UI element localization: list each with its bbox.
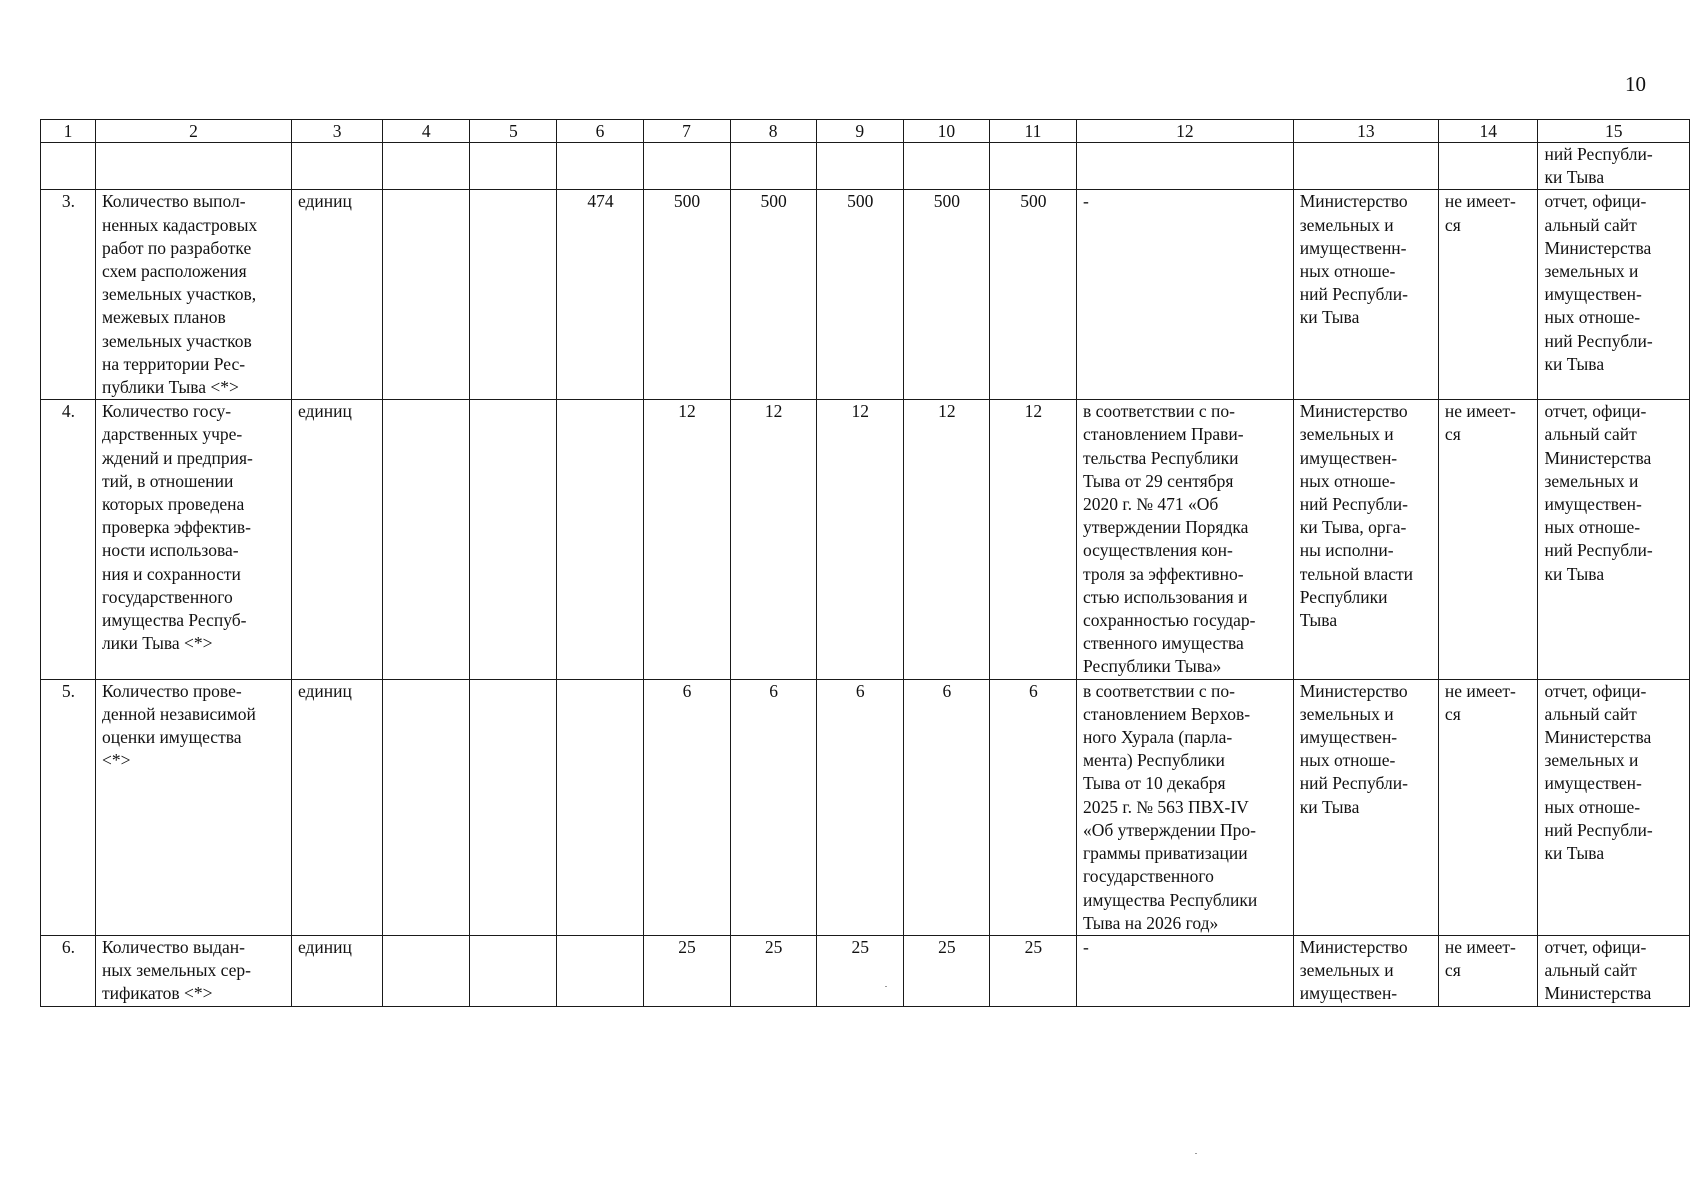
header-cell-col-2: 2 xyxy=(95,120,291,143)
cell-unit xyxy=(291,143,382,190)
header-cell-col-11: 11 xyxy=(989,120,1076,143)
cell-col-4 xyxy=(383,190,470,400)
cell-text: Министерство земельных и имуществен- ных отноше- ний Республи- ки Тыва, орга- ны исполни- тельной власти Республики Тыва xyxy=(1299,401,1414,631)
cell-value-col-11 xyxy=(989,400,1076,679)
header-cell-col-5: 5 xyxy=(470,120,557,143)
cell-col-14 xyxy=(1438,400,1538,679)
cell-value-col-8 xyxy=(730,679,816,935)
cell-data-source xyxy=(1538,190,1690,400)
cell-unit xyxy=(291,190,382,400)
cell-text: отчет, офици- альный сайт Министерства земельных и имуществен- ных отноше- ний Республи- ки Тыва xyxy=(1544,401,1653,584)
cell-row-number xyxy=(41,190,96,400)
header-cell-col-7: 7 xyxy=(643,120,730,143)
cell-row-number xyxy=(41,935,96,1006)
cell-text: в соответствии с по- становлением Прави- тельства Республики Тыва от 29 сентября 2020 г. № 471 «Об утверждении Порядка осуществления кон- троля за эффективно- стью использования и сохранностью государ- ственного имущества Республики Тыва» xyxy=(1082,401,1256,677)
cell-text: 25 xyxy=(851,936,869,957)
cell-row-number xyxy=(41,400,96,679)
cell-col-14 xyxy=(1438,143,1538,190)
cell-text: 500 xyxy=(933,191,960,212)
cell-text: 12 xyxy=(938,401,956,422)
cell-text: 12 xyxy=(851,401,869,422)
cell-value-col-7 xyxy=(643,679,730,935)
cell-text: 6 xyxy=(769,680,779,701)
cell-text: 12 xyxy=(678,401,696,422)
table-row xyxy=(41,143,1690,190)
cell-text: 500 xyxy=(760,191,787,212)
cell-text: 12 xyxy=(764,401,783,422)
cell-value-col-8 xyxy=(730,400,816,679)
cell-unit xyxy=(291,935,382,1006)
cell-legal-basis xyxy=(1076,679,1293,935)
cell-legal-basis xyxy=(1076,935,1293,1006)
cell-data-source xyxy=(1538,935,1690,1006)
cell-data-source xyxy=(1538,400,1690,679)
header-cell-col-8: 8 xyxy=(730,120,816,143)
scan-speck xyxy=(1195,1153,1197,1154)
cell-col-5 xyxy=(470,935,557,1006)
cell-text: 6 xyxy=(855,680,865,701)
cell-indicator-name xyxy=(95,190,291,400)
table-row xyxy=(41,935,1690,1006)
cell-value-col-8 xyxy=(730,935,816,1006)
cell-value-col-10 xyxy=(903,143,989,190)
header-cell-col-6: 6 xyxy=(557,120,643,143)
cell-text: не имеет- ся xyxy=(1444,401,1516,445)
cell-text: 25 xyxy=(764,936,783,957)
header-cell-col-3: 3 xyxy=(291,120,382,143)
cell-value-col-9 xyxy=(816,679,903,935)
page-number: 10 xyxy=(1625,72,1646,96)
scan-speck xyxy=(885,986,887,987)
cell-col-14 xyxy=(1438,679,1538,935)
cell-col-4 xyxy=(383,935,470,1006)
cell-value-col-9 xyxy=(816,935,903,1006)
header-cell-col-4: 4 xyxy=(383,120,470,143)
cell-text: 500 xyxy=(673,191,701,212)
header-cell-col-9: 9 xyxy=(816,120,903,143)
cell-base-value xyxy=(557,190,643,400)
cell-legal-basis xyxy=(1076,400,1293,679)
cell-text: 12 xyxy=(1024,401,1043,422)
cell-row-number xyxy=(41,679,96,935)
cell-text: 6. xyxy=(61,936,76,957)
cell-text: 6 xyxy=(1029,680,1038,701)
header-cell-col-1: 1 xyxy=(41,120,96,143)
cell-text: 6 xyxy=(682,680,692,701)
cell-text: не имеет- ся xyxy=(1444,936,1516,981)
table-row xyxy=(41,190,1690,400)
cell-text: единиц xyxy=(297,936,352,957)
cell-text: Министерство земельных и имуществен- ных отноше- ний Республи- ки Тыва xyxy=(1299,680,1408,817)
cell-text: не имеет- ся xyxy=(1444,191,1516,235)
cell-legal-basis xyxy=(1076,190,1293,400)
cell-value-col-11 xyxy=(989,190,1076,400)
cell-col-4 xyxy=(383,400,470,679)
cell-data-source xyxy=(1538,143,1690,190)
cell-text: 5. xyxy=(61,680,76,701)
cell-col-4 xyxy=(383,679,470,935)
cell-text: 25 xyxy=(1024,936,1043,957)
cell-text: Министерство земельных и имущественн- ных отноше- ний Республи- ки Тыва xyxy=(1299,191,1408,328)
cell-base-value xyxy=(557,400,643,679)
cell-col-14 xyxy=(1438,935,1538,1006)
cell-unit xyxy=(291,400,382,679)
cell-base-value xyxy=(557,143,643,190)
cell-value-col-7 xyxy=(643,400,730,679)
cell-responsible-body xyxy=(1293,935,1438,1006)
cell-indicator-name xyxy=(95,679,291,935)
cell-value-col-11 xyxy=(989,935,1076,1006)
cell-indicator-name xyxy=(95,935,291,1006)
cell-text: 500 xyxy=(1020,191,1047,212)
cell-value-col-7 xyxy=(643,190,730,400)
cell-unit xyxy=(291,679,382,935)
header-cell-col-14: 14 xyxy=(1438,120,1538,143)
cell-text: не имеет- ся xyxy=(1444,680,1516,724)
indicators-table xyxy=(40,119,1690,1007)
cell-text: единиц xyxy=(297,401,352,422)
cell-responsible-body xyxy=(1293,143,1438,190)
cell-text: 25 xyxy=(678,936,696,957)
cell-indicator-name xyxy=(95,400,291,679)
cell-text: 474 xyxy=(587,191,614,212)
cell-text: 25 xyxy=(938,936,956,957)
cell-text: 3. xyxy=(61,191,76,212)
cell-value-col-10 xyxy=(903,190,989,400)
cell-col-4 xyxy=(383,143,470,190)
header-cell-col-10: 10 xyxy=(903,120,989,143)
cell-indicator-name xyxy=(95,143,291,190)
cell-value-col-10 xyxy=(903,679,989,935)
cell-col-5 xyxy=(470,143,557,190)
cell-legal-basis xyxy=(1076,143,1293,190)
cell-text: - xyxy=(1082,191,1089,212)
cell-col-5 xyxy=(470,679,557,935)
cell-value-col-11 xyxy=(989,143,1076,190)
header-cell-col-12: 12 xyxy=(1076,120,1293,143)
cell-text: - xyxy=(1082,936,1089,957)
cell-text: 6 xyxy=(942,680,952,701)
cell-data-source xyxy=(1538,679,1690,935)
cell-text: Количество госу- дарственных учре- ждений и предприя- тий, в отношении которых проведена проверка эффектив- ности использова- ния и сохранности государственного имущества Респуб- лики Тыва <*> xyxy=(101,401,253,654)
cell-col-5 xyxy=(470,400,557,679)
cell-text: Количество выдан- ных земельных сер- тификатов <*> xyxy=(101,936,252,1004)
cell-responsible-body xyxy=(1293,400,1438,679)
cell-row-number xyxy=(41,143,96,190)
cell-base-value xyxy=(557,935,643,1006)
cell-value-col-10 xyxy=(903,400,989,679)
cell-text: отчет, офици- альный сайт Министерства xyxy=(1544,936,1652,1004)
cell-col-5 xyxy=(470,190,557,400)
cell-text: 500 xyxy=(847,191,874,212)
cell-text: Количество прове- денной независимой оценки имущества <*> xyxy=(101,680,256,771)
cell-value-col-8 xyxy=(730,143,816,190)
cell-text: единиц xyxy=(297,191,352,212)
cell-text: отчет, офици- альный сайт Министерства земельных и имуществен- ных отноше- ний Республи- ки Тыва xyxy=(1544,191,1653,374)
cell-text: в соответствии с по- становлением Верхов- ного Хурала (парла- мента) Республики Тыва от 10 декабря 2025 г. № 563 ПВХ-IV «Об утверждении Про- граммы приватизации государственного имущества Республики Тыва на 2026 год» xyxy=(1082,680,1258,933)
header-cell-col-15: 15 xyxy=(1538,120,1690,143)
cell-base-value xyxy=(557,679,643,935)
cell-text: Количество выпол- ненных кадастровых работ по разработке схем расположения земельных участков, межевых планов земельных участков на территории Рес- публики Тыва <*> xyxy=(101,191,258,398)
cell-text: Министерство земельных и имуществен- xyxy=(1299,936,1408,1004)
cell-text: 4. xyxy=(61,401,76,422)
cell-text: единиц xyxy=(297,680,352,701)
cell-text: отчет, офици- альный сайт Министерства земельных и имуществен- ных отноше- ний Республи- ки Тыва xyxy=(1544,680,1653,864)
column-number-header-row xyxy=(41,120,1690,143)
cell-value-col-7 xyxy=(643,935,730,1006)
cell-value-col-8 xyxy=(730,190,816,400)
cell-value-col-9 xyxy=(816,190,903,400)
cell-responsible-body xyxy=(1293,679,1438,935)
cell-value-col-10 xyxy=(903,935,989,1006)
cell-text: ний Республи- ки Тыва xyxy=(1544,144,1653,188)
table-row xyxy=(41,400,1690,679)
cell-value-col-9 xyxy=(816,400,903,679)
cell-value-col-9 xyxy=(816,143,903,190)
cell-value-col-7 xyxy=(643,143,730,190)
header-cell-col-13: 13 xyxy=(1293,120,1438,143)
cell-col-14 xyxy=(1438,190,1538,400)
table-row xyxy=(41,679,1690,935)
cell-responsible-body xyxy=(1293,190,1438,400)
cell-value-col-11 xyxy=(989,679,1076,935)
